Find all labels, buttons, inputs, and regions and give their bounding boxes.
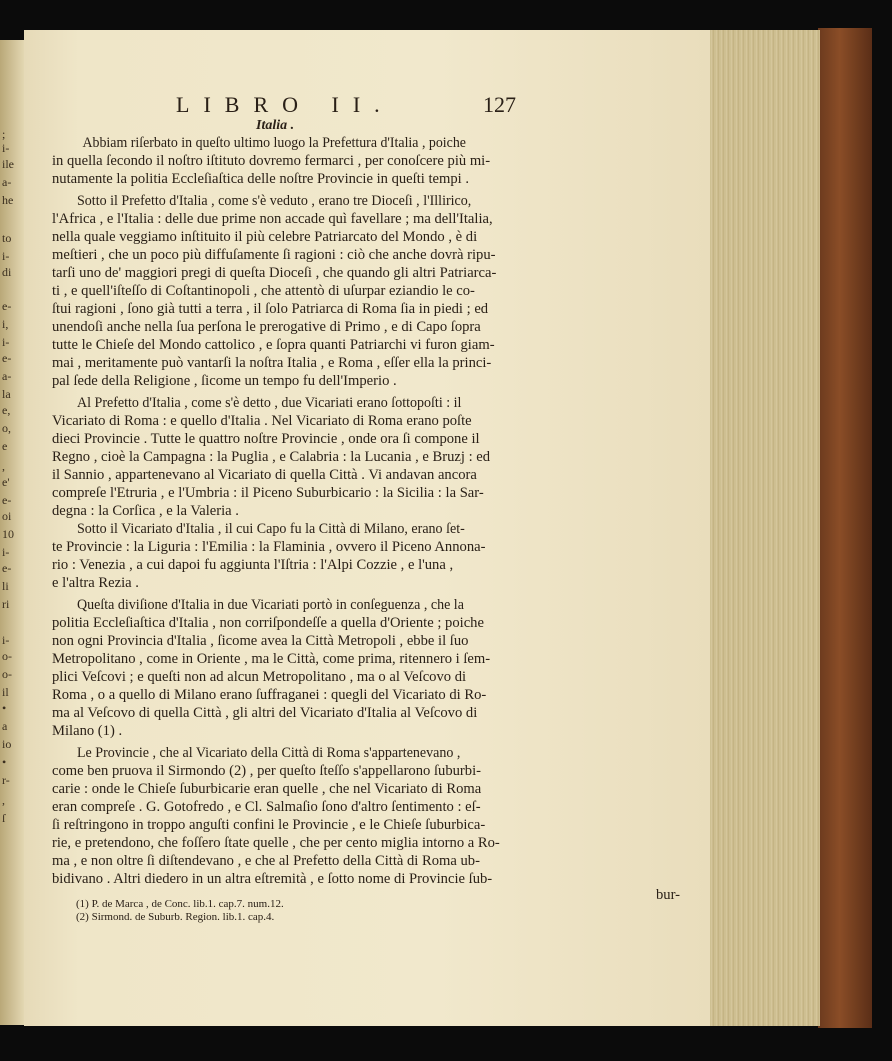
text-line: Abbiam riſerbato in queſto ultimo luogo la Prefettura d'Italia , poiche	[82, 135, 466, 151]
text-line: meſtieri , che un poco più diffuſamente ſi ragioni : ciò che anche dovrà ripu-	[52, 247, 496, 263]
left-page-fragment: e-	[2, 561, 12, 575]
footnote: (1) P. de Marca , de Conc. lib.1. cap.7. num.12.	[76, 898, 284, 910]
text-line: Al Prefetto d'Italia , come s'è detto , due Vicariati erano ſottopoſti : il	[76, 395, 462, 411]
left-page-fragment: e	[2, 439, 8, 453]
text-line: Metropolitano , come in Oriente , ma le Città, come prima, ritennero i ſem-	[52, 651, 491, 667]
text-line: e l'altra Rezia .	[52, 575, 139, 591]
text-line: plici Veſcovi ; e queſti non ad alcun Metropolitano , ma o al Veſcovo di	[52, 669, 467, 685]
text-line: in quella ſecondo il noſtro iſtituto dovremo fermarci , per conoſcere più mi-	[52, 153, 491, 169]
left-page-fragment: i-	[2, 633, 10, 647]
book-cover-edge	[818, 28, 872, 1028]
left-page-fragment: 10	[2, 527, 14, 541]
left-page-fragment: oi	[2, 509, 12, 523]
page-block-edge	[705, 30, 820, 1026]
left-page-fragment: ſ	[2, 811, 6, 825]
left-page-fragment: o,	[2, 421, 11, 435]
text-line: dieci Provincie . Tutte le quattro noſtre Provincie , onde ora ſi compone il	[52, 431, 480, 447]
left-page-fragment: li	[2, 579, 9, 593]
left-page-fragment: i-	[2, 545, 10, 559]
left-page-fragment: io	[2, 737, 12, 751]
text-line: nutamente la politia Eccleſiaſtica delle noſtre Provincie in queſti tempi .	[52, 171, 469, 187]
text-line: tutte le Chieſe del Mondo cattolico , e ſopra quanti Patriarchi vi furon giam-	[52, 337, 495, 353]
left-page-fragment: i-	[2, 249, 10, 263]
text-line: tarſi uno de' maggiori pregi di queſta Dioceſi , che quando gli altri Patriarca-	[52, 265, 497, 281]
text-line: unendoſi anche nella ſua perſona le prerogative di Primo , e di Capo ſopra	[52, 319, 481, 335]
text-line: ſi reſtringono in troppo anguſti confini le Provincie , e le Chieſe ſuburbica-	[52, 817, 486, 833]
catchword: bur-	[655, 887, 680, 903]
page-header	[176, 92, 516, 118]
left-page-fragment: o-	[2, 649, 12, 663]
left-page-fragment: e-	[2, 493, 12, 507]
left-page-fragment: ,	[2, 793, 5, 807]
page-number: 127	[483, 92, 516, 117]
left-page-fragment: il	[2, 685, 9, 699]
text-line: pal ſede della Religione , ſicome un tempo fu dell'Imperio .	[52, 373, 397, 389]
left-page-fragment: i-	[2, 335, 10, 349]
text-line: politia Eccleſiaſtica d'Italia , non corriſpondeſſe a quella d'Oriente ; poiche	[52, 615, 484, 631]
text-line: eran compreſe . G. Gotofredo , e Cl. Salmaſio ſono d'altro ſentimento : eſ-	[52, 799, 481, 815]
text-line: come ben pruova il Sirmondo (2) , per queſto ſteſſo s'appellarono ſuburbi-	[52, 763, 481, 779]
left-page-fragment: a	[2, 719, 8, 733]
section-heading: Italia .	[256, 118, 295, 133]
text-line: Vicariato di Roma : e quello d'Italia . Nel Vicariato di Roma erano poſte	[52, 413, 472, 429]
text-line: mai , meritamente può vantarſi la noſtra Italia , e Roma , eſſer ella la princi-	[52, 355, 492, 371]
text-line: Sotto il Prefetto d'Italia , come s'è veduto , erano tre Dioceſi , l'Illirico,	[76, 193, 472, 209]
text-line: Regno , cioè la Campagna : la Puglia , e Calabria : la Lucania , e Bruzj : ed	[52, 449, 491, 465]
text-line: nella quale veggiamo inſtituito il più celebre Patriarcato del Mondo , è di	[52, 229, 478, 245]
text-line: Milano (1) .	[52, 723, 123, 739]
left-page-fragment: a-	[2, 369, 12, 383]
text-line: Queſta diviſione d'Italia in due Vicariati portò in conſeguenza , che la	[76, 597, 464, 613]
running-title: LIBRO II.	[176, 92, 394, 117]
text-line: te Provincie : la Liguria : l'Emilia : la Flaminia , ovvero il Piceno Annona-	[52, 539, 486, 555]
left-page-fragment: e-	[2, 351, 12, 365]
text-line: non ogni Provincia d'Italia , ſicome avea la Città Metropoli , ebbe il ſuo	[52, 633, 469, 649]
text-line: bidivano . Altri diedero in un altra eſtremità , e ſotto nome di Provincie ſub-	[52, 871, 493, 887]
text-line: carie : onde le Chieſe ſuburbicarie eran quelle , che nel Vicariato di Roma	[52, 781, 482, 797]
left-page-fragment: e-	[2, 299, 12, 313]
left-page-fragment: ri	[2, 597, 10, 611]
left-page-fragment: ,	[2, 459, 5, 473]
text-line: ti , e quell'iſteſſo di Coſtantinopoli , che attentò di uſurpar eziandio le co-	[52, 283, 475, 299]
left-page-fragment: i-	[2, 141, 10, 155]
text-line: Sotto il Vicariato d'Italia , il cui Capo fu la Città di Milano, erano ſet-	[76, 521, 465, 537]
left-page-fragment: •	[2, 755, 7, 769]
text-line: Roma , o a quello di Milano erano ſuffraganei : quegli del Vicariato di Ro-	[52, 687, 487, 703]
left-page-fragment: e'	[2, 475, 10, 489]
left-page-fragment: e,	[2, 403, 11, 417]
left-page-fragment: o-	[2, 667, 12, 681]
text-line: compreſe l'Etruria , e l'Umbria : il Piceno Suburbicario : la Sicilia : la Sar-	[52, 485, 484, 501]
left-page-fragment: a-	[2, 175, 12, 189]
left-page-fragment: r-	[2, 773, 10, 787]
left-page-edge	[0, 40, 24, 1025]
left-page-fragment: to	[2, 231, 12, 245]
left-page-fragment: •	[2, 701, 7, 715]
text-line: il Sannio , appartenevano al Vicariato di quella Città . Vi andavan ancora	[52, 467, 477, 483]
left-page-fragment: ;	[2, 127, 6, 141]
text-line: ma al Veſcovo di quella Città , gli altri del Vicariato d'Italia al Veſcovo di	[52, 705, 478, 721]
footnote: (2) Sirmond. de Suburb. Region. lib.1. cap.4.	[76, 911, 275, 923]
left-page-fragment: i,	[2, 317, 9, 331]
text-line: ma , e non oltre ſi diſtendevano , e che al Prefetto della Città di Roma ub-	[52, 853, 480, 869]
text-line: l'Africa , e l'Italia : delle due prime non accade quì favellare ; ma dell'Italia,	[52, 211, 493, 227]
left-page-fragment: he	[2, 193, 14, 207]
text-line: rio : Venezia , a cui dapoi fu aggiunta l'Iſtria : l'Alpi Cozzie , e l'una ,	[52, 557, 454, 573]
text-line: rie, e pretendono, che foſſero ſtate quelle , che per cento miglia intorno a Ro-	[52, 835, 500, 851]
text-line: Le Provincie , che al Vicariato della Città di Roma s'appartenevano ,	[76, 745, 461, 761]
text-line: degna : la Corſica , e la Valeria .	[52, 503, 239, 519]
left-page-fragment: di	[2, 265, 12, 279]
text-line: ſtui ragioni , ſono già tutti a terra , il ſolo Patriarca di Roma ſia in piedi ; ed	[52, 301, 489, 317]
left-page-fragment: ile	[2, 157, 14, 171]
left-page-fragment: la	[2, 387, 11, 401]
